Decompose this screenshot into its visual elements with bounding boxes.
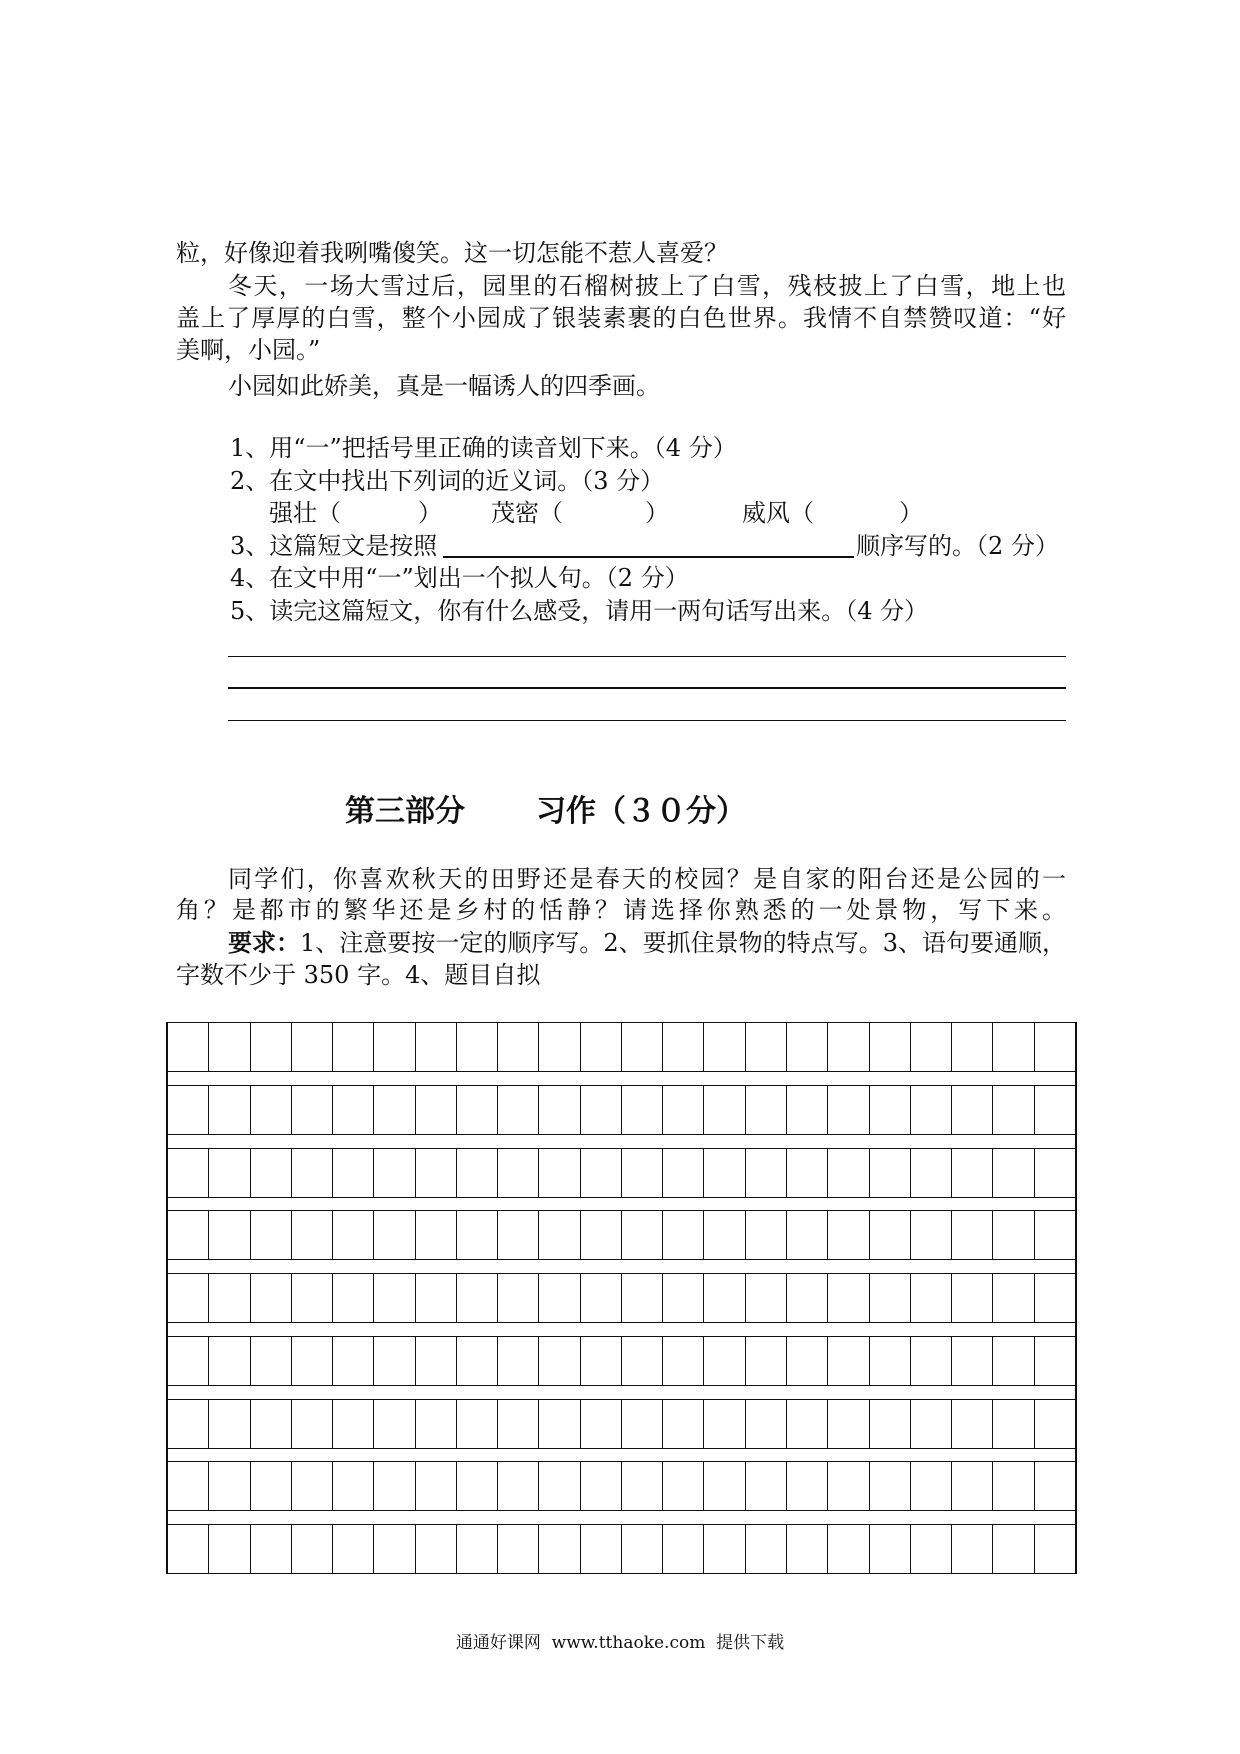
writing-grid-cell	[457, 1525, 498, 1573]
writing-grid-cell	[581, 1337, 622, 1385]
writing-grid-cell	[787, 1086, 828, 1134]
writing-grid-cell	[787, 1337, 828, 1385]
writing-grid-cell	[663, 1525, 704, 1573]
writing-grid-cell	[1035, 1211, 1075, 1259]
writing-grid-cell	[251, 1211, 292, 1259]
writing-grid-cell	[498, 1086, 539, 1134]
writing-grid-cell	[581, 1149, 622, 1197]
writing-grid-cell	[539, 1023, 580, 1071]
writing-grid-row	[168, 1336, 1075, 1386]
writing-grid-cell	[870, 1086, 911, 1134]
writing-grid-cell	[251, 1023, 292, 1071]
answer-line	[228, 720, 1066, 721]
writing-grid-cell	[292, 1149, 333, 1197]
writing-grid-cell	[870, 1400, 911, 1448]
writing-grid-cell	[498, 1337, 539, 1385]
writing-grid-cell	[622, 1525, 663, 1573]
writing-grid-cell	[251, 1525, 292, 1573]
writing-grid-cell	[333, 1274, 374, 1322]
writing-grid-cell	[374, 1149, 415, 1197]
writing-grid-cell	[292, 1274, 333, 1322]
writing-grid-cell	[498, 1211, 539, 1259]
writing-grid-cell	[622, 1462, 663, 1510]
synonym-word-label: 强壮（	[269, 499, 341, 527]
writing-grid-cell	[209, 1462, 250, 1510]
question-3-suffix: 顺序写的。（2 分）	[856, 532, 1059, 560]
synonym-word-label: 茂密（	[491, 499, 563, 527]
writing-grid-cell	[746, 1337, 787, 1385]
writing-grid-cell	[209, 1023, 250, 1071]
writing-grid-cell	[663, 1211, 704, 1259]
prompt-line: 同学们，你喜欢秋天的田野还是春天的校园？是自家的阳台还是公园的一	[228, 865, 1066, 893]
writing-grid-cell	[539, 1086, 580, 1134]
writing-grid-cell	[663, 1149, 704, 1197]
writing-grid-cell	[622, 1400, 663, 1448]
writing-grid-cell	[209, 1400, 250, 1448]
writing-grid-row	[168, 1273, 1075, 1323]
writing-grid-cell	[704, 1337, 745, 1385]
writing-grid-cell	[828, 1149, 869, 1197]
writing-grid-cell	[539, 1211, 580, 1259]
writing-grid-cell	[704, 1023, 745, 1071]
writing-grid-cell	[416, 1211, 457, 1259]
writing-grid-cell	[333, 1023, 374, 1071]
writing-grid-cell	[333, 1400, 374, 1448]
writing-grid-cell	[374, 1462, 415, 1510]
writing-grid-cell	[539, 1274, 580, 1322]
requirement-text: 1、注意要按一定的顺序写。2、要抓住景物的特点写。3、语句要通顺，	[300, 929, 1066, 957]
writing-grid-cell	[168, 1023, 209, 1071]
writing-grid-cell	[828, 1337, 869, 1385]
writing-grid-cell	[374, 1525, 415, 1573]
writing-grid-cell	[993, 1023, 1034, 1071]
writing-grid-cell	[1035, 1337, 1075, 1385]
writing-grid-cell	[498, 1149, 539, 1197]
writing-grid-cell	[952, 1274, 993, 1322]
writing-grid-cell	[746, 1462, 787, 1510]
writing-grid-cell	[581, 1274, 622, 1322]
writing-grid-cell	[911, 1462, 952, 1510]
writing-grid-row	[168, 1461, 1075, 1511]
writing-grid-cell	[539, 1462, 580, 1510]
writing-grid-cell	[581, 1211, 622, 1259]
writing-grid-cell	[1035, 1149, 1075, 1197]
writing-grid-row	[168, 1022, 1075, 1072]
writing-grid-row	[168, 1148, 1075, 1198]
writing-grid-cell	[457, 1023, 498, 1071]
writing-grid-cell	[746, 1149, 787, 1197]
writing-grid-cell	[828, 1023, 869, 1071]
writing-grid-cell	[704, 1462, 745, 1510]
writing-grid-cell	[539, 1525, 580, 1573]
writing-grid-cell	[622, 1211, 663, 1259]
writing-grid-cell	[993, 1086, 1034, 1134]
writing-grid-cell	[787, 1274, 828, 1322]
writing-grid-cell	[498, 1400, 539, 1448]
writing-grid-cell	[952, 1462, 993, 1510]
writing-grid-cell	[704, 1086, 745, 1134]
writing-grid-cell	[251, 1400, 292, 1448]
writing-grid-cell	[1035, 1023, 1075, 1071]
writing-grid-cell	[911, 1149, 952, 1197]
writing-grid-cell	[911, 1525, 952, 1573]
writing-grid-cell	[374, 1023, 415, 1071]
writing-grid-cell	[952, 1525, 993, 1573]
writing-grid-cell	[457, 1149, 498, 1197]
passage-line: 粒，好像迎着我咧嘴傻笑。这一切怎能不惹人喜爱？	[176, 239, 728, 267]
section-part-label: 第三部分	[345, 794, 465, 829]
writing-grid-cell	[209, 1337, 250, 1385]
writing-grid-cell	[952, 1086, 993, 1134]
synonym-close-paren: ）	[418, 499, 442, 527]
answer-line	[228, 656, 1066, 657]
writing-grid-cell	[787, 1211, 828, 1259]
question-4: 4、在文中用“一”划出一个拟人句。（2 分）	[230, 564, 689, 592]
writing-grid-cell	[1035, 1274, 1075, 1322]
writing-grid-cell	[416, 1337, 457, 1385]
writing-grid-cell	[952, 1023, 993, 1071]
writing-grid-cell	[168, 1400, 209, 1448]
writing-grid-cell	[292, 1400, 333, 1448]
writing-grid-cell	[539, 1149, 580, 1197]
writing-grid-cell	[539, 1400, 580, 1448]
answer-line	[228, 687, 1066, 689]
writing-grid-cell	[209, 1525, 250, 1573]
writing-grid-cell	[168, 1274, 209, 1322]
writing-grid-cell	[209, 1086, 250, 1134]
writing-grid-cell	[704, 1525, 745, 1573]
writing-grid-cell	[952, 1149, 993, 1197]
writing-grid-cell	[374, 1086, 415, 1134]
writing-grid-cell	[622, 1337, 663, 1385]
writing-grid-cell	[292, 1337, 333, 1385]
writing-grid-cell	[457, 1211, 498, 1259]
writing-grid-cell	[746, 1211, 787, 1259]
synonym-close-paren: ）	[645, 499, 669, 527]
writing-grid-cell	[787, 1400, 828, 1448]
writing-grid-cell	[251, 1086, 292, 1134]
writing-grid-cell	[622, 1149, 663, 1197]
writing-grid-cell	[168, 1337, 209, 1385]
writing-grid-cell	[457, 1274, 498, 1322]
passage-line: 美啊，小园。”	[176, 336, 321, 364]
writing-grid-cell	[539, 1337, 580, 1385]
writing-grid-cell	[209, 1211, 250, 1259]
writing-grid-cell	[787, 1023, 828, 1071]
writing-grid-cell	[581, 1462, 622, 1510]
writing-grid-cell	[663, 1462, 704, 1510]
writing-grid-cell	[374, 1337, 415, 1385]
writing-grid-cell	[168, 1462, 209, 1510]
writing-grid-cell	[457, 1400, 498, 1448]
writing-grid-cell	[746, 1086, 787, 1134]
writing-grid-cell	[333, 1149, 374, 1197]
writing-grid-cell	[292, 1462, 333, 1510]
writing-grid-cell	[251, 1149, 292, 1197]
writing-grid-row	[168, 1399, 1075, 1449]
passage-line: 小园如此娇美，真是一幅诱人的四季画。	[228, 372, 660, 400]
writing-grid-cell	[704, 1149, 745, 1197]
writing-grid-cell	[1035, 1086, 1075, 1134]
writing-grid-cell	[993, 1462, 1034, 1510]
writing-grid-cell	[251, 1462, 292, 1510]
writing-grid-cell	[828, 1400, 869, 1448]
writing-grid-cell	[581, 1086, 622, 1134]
writing-grid-cell	[828, 1274, 869, 1322]
writing-grid-cell	[663, 1274, 704, 1322]
writing-grid-cell	[168, 1086, 209, 1134]
synonym-close-paren: ）	[899, 499, 923, 527]
writing-grid-cell	[911, 1400, 952, 1448]
writing-grid-row	[168, 1524, 1075, 1574]
writing-grid-cell	[498, 1462, 539, 1510]
writing-grid-cell	[416, 1462, 457, 1510]
writing-grid-cell	[663, 1086, 704, 1134]
writing-grid-cell	[209, 1274, 250, 1322]
writing-grid-cell	[416, 1525, 457, 1573]
writing-grid-cell	[828, 1211, 869, 1259]
writing-grid-cell	[1035, 1462, 1075, 1510]
writing-grid-cell	[746, 1274, 787, 1322]
requirement-label: 要求：	[228, 928, 301, 957]
writing-grid-cell	[292, 1023, 333, 1071]
prompt-line: 角？是都市的繁华还是乡村的恬静？请选择你熟悉的一处景物，写下来。	[176, 896, 1066, 924]
writing-grid-cell	[870, 1274, 911, 1322]
writing-grid-cell	[374, 1274, 415, 1322]
writing-grid-cell	[333, 1525, 374, 1573]
writing-grid-cell	[333, 1337, 374, 1385]
writing-grid-cell	[663, 1023, 704, 1071]
requirement-line: 字数不少于 350 字。4、题目自拟	[176, 961, 541, 989]
writing-grid-cell	[870, 1525, 911, 1573]
writing-grid-cell	[168, 1525, 209, 1573]
writing-grid-cell	[374, 1400, 415, 1448]
writing-grid-cell	[333, 1211, 374, 1259]
writing-grid-cell	[416, 1149, 457, 1197]
writing-grid-cell	[292, 1525, 333, 1573]
writing-grid-cell	[416, 1086, 457, 1134]
writing-grid-cell	[498, 1274, 539, 1322]
section-title: 习作（３０分）	[536, 794, 746, 829]
writing-grid-cell	[746, 1023, 787, 1071]
writing-grid-cell	[622, 1023, 663, 1071]
writing-grid-cell	[663, 1337, 704, 1385]
writing-grid-cell	[828, 1086, 869, 1134]
writing-grid-row	[168, 1210, 1075, 1260]
writing-grid-cell	[993, 1525, 1034, 1573]
writing-grid-cell	[993, 1149, 1034, 1197]
writing-grid-cell	[828, 1462, 869, 1510]
writing-grid-cell	[828, 1525, 869, 1573]
writing-grid-cell	[168, 1211, 209, 1259]
question-1: 1、用“一”把括号里正确的读音划下来。（4 分）	[230, 434, 737, 462]
composition-writing-grid	[166, 1022, 1077, 1574]
writing-grid-cell	[581, 1400, 622, 1448]
writing-grid-cell	[581, 1023, 622, 1071]
writing-grid-cell	[498, 1525, 539, 1573]
writing-grid-cell	[870, 1023, 911, 1071]
writing-grid-cell	[292, 1211, 333, 1259]
writing-grid-cell	[870, 1337, 911, 1385]
writing-grid-cell	[952, 1337, 993, 1385]
writing-grid-cell	[993, 1274, 1034, 1322]
writing-grid-cell	[581, 1525, 622, 1573]
passage-line: 盖上了厚厚的白雪，整个小园成了银装素裹的白色世界。我情不自禁赞叹道：“好	[176, 304, 1066, 332]
writing-grid-cell	[911, 1086, 952, 1134]
writing-grid-cell	[622, 1274, 663, 1322]
footer-source: 通通好课网 www.tthaoke.com 提供下载	[455, 1633, 785, 1653]
writing-grid-cell	[746, 1525, 787, 1573]
writing-grid-cell	[1035, 1400, 1075, 1448]
writing-grid-cell	[952, 1400, 993, 1448]
writing-grid-cell	[333, 1086, 374, 1134]
writing-grid-cell	[209, 1149, 250, 1197]
writing-grid-cell	[622, 1086, 663, 1134]
writing-grid-cell	[787, 1149, 828, 1197]
writing-grid-cell	[787, 1462, 828, 1510]
writing-grid-cell	[993, 1400, 1034, 1448]
writing-grid-cell	[870, 1462, 911, 1510]
writing-grid-cell	[498, 1023, 539, 1071]
writing-grid-cell	[911, 1274, 952, 1322]
writing-grid-cell	[416, 1400, 457, 1448]
writing-grid-cell	[457, 1086, 498, 1134]
writing-grid-cell	[457, 1337, 498, 1385]
writing-grid-cell	[911, 1337, 952, 1385]
writing-grid-cell	[952, 1211, 993, 1259]
synonym-word-label: 威风（	[742, 499, 814, 527]
writing-grid-cell	[374, 1211, 415, 1259]
writing-grid-cell	[457, 1462, 498, 1510]
requirement-line	[228, 927, 1066, 959]
writing-grid-cell	[993, 1337, 1034, 1385]
writing-grid-cell	[911, 1023, 952, 1071]
writing-grid-cell	[870, 1211, 911, 1259]
writing-grid-cell	[704, 1400, 745, 1448]
writing-grid-cell	[704, 1211, 745, 1259]
writing-grid-cell	[704, 1274, 745, 1322]
writing-grid-cell	[746, 1400, 787, 1448]
writing-grid-cell	[787, 1525, 828, 1573]
writing-grid-cell	[416, 1274, 457, 1322]
writing-grid-cell	[663, 1400, 704, 1448]
question-2: 2、在文中找出下列词的近义词。（3 分）	[230, 467, 665, 495]
writing-grid-cell	[911, 1211, 952, 1259]
passage-line: 冬天，一场大雪过后，园里的石榴树披上了白雪，残枝披上了白雪，地上也	[228, 272, 1066, 300]
writing-grid-cell	[251, 1274, 292, 1322]
writing-grid-cell	[1035, 1525, 1075, 1573]
question-5: 5、读完这篇短文，你有什么感受，请用一两句话写出来。（4 分）	[230, 597, 929, 625]
question-3-prefix: 3、这篇短文是按照	[230, 532, 438, 560]
question-3-answer-blank	[443, 556, 854, 558]
writing-grid-cell	[251, 1337, 292, 1385]
writing-grid-row	[168, 1085, 1075, 1135]
writing-grid-cell	[993, 1211, 1034, 1259]
writing-grid-cell	[168, 1149, 209, 1197]
writing-grid-cell	[870, 1149, 911, 1197]
writing-grid-cell	[333, 1462, 374, 1510]
writing-grid-cell	[416, 1023, 457, 1071]
writing-grid-cell	[292, 1086, 333, 1134]
